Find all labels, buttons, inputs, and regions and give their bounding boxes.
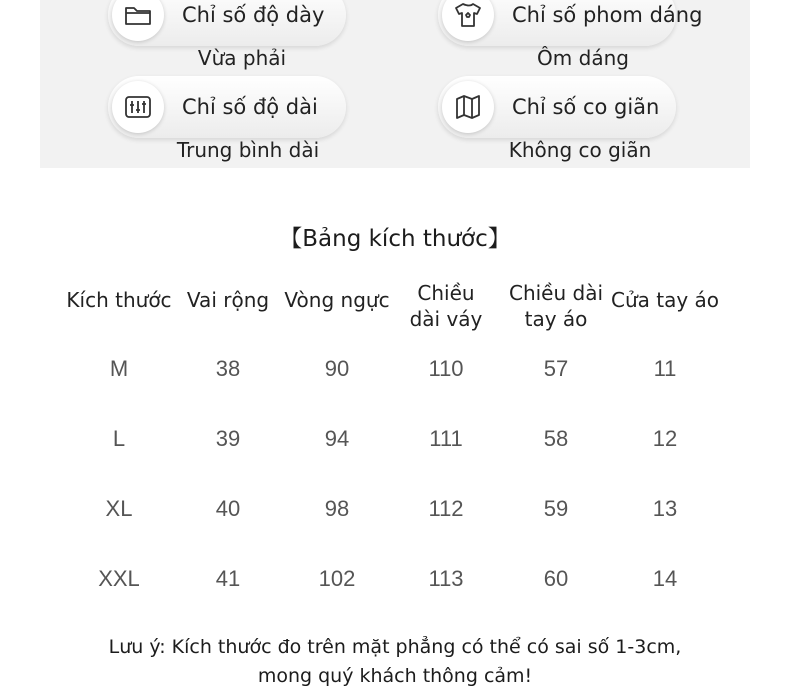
cell-sleeve-length: 59 bbox=[543, 496, 569, 521]
cell-sleeve-length: 58 bbox=[543, 426, 569, 451]
cell-shoulder: 40 bbox=[215, 496, 241, 521]
thickness-index-value: Vừa phải bbox=[197, 46, 287, 70]
fit-index-value: Ôm dáng bbox=[537, 46, 629, 70]
stretch-index-value: Không co giãn bbox=[508, 138, 652, 162]
fit-index-label: Chỉ số phom dáng bbox=[512, 3, 703, 27]
cell-cuff: 12 bbox=[652, 426, 678, 451]
cell-dress-length: 111 bbox=[429, 426, 463, 451]
cell-sleeve-length: 60 bbox=[543, 566, 569, 591]
header-dress-length-line1: Chiều bbox=[417, 281, 475, 305]
header-size: Kích thước bbox=[66, 288, 172, 312]
fit-index-pill bbox=[438, 0, 703, 46]
cell-size: XXL bbox=[98, 566, 140, 591]
measurement-note-line1: Lưu ý: Kích thước đo trên mặt phẳng có thể có sai số 1-3cm, bbox=[108, 636, 682, 658]
cell-dress-length: 112 bbox=[428, 496, 464, 521]
length-index-label: Chỉ số độ dài bbox=[182, 95, 318, 119]
header-dress-length-line2: dài váy bbox=[409, 307, 483, 331]
stretch-index-label: Chỉ số co giãn bbox=[512, 95, 660, 119]
header-sleeve-length-line2: tay áo bbox=[524, 307, 588, 331]
cell-cuff: 13 bbox=[652, 496, 678, 521]
measurement-note-line2: mong quý khách thông cảm! bbox=[257, 665, 533, 687]
header-sleeve-length-line1: Chiều dài bbox=[508, 281, 604, 305]
cell-chest: 94 bbox=[324, 426, 350, 451]
measurement-note bbox=[0, 633, 790, 691]
thickness-index-label: Chỉ số độ dày bbox=[182, 3, 325, 27]
cell-cuff: 14 bbox=[652, 566, 678, 591]
cell-shoulder: 38 bbox=[215, 356, 241, 381]
cell-shoulder: 41 bbox=[215, 566, 241, 591]
thickness-index-pill bbox=[108, 0, 346, 46]
sliders-icon bbox=[112, 81, 164, 133]
cell-chest: 98 bbox=[324, 496, 350, 521]
cell-dress-length: 110 bbox=[428, 356, 464, 381]
cell-dress-length: 113 bbox=[428, 566, 464, 591]
cell-cuff: 11 bbox=[653, 356, 677, 381]
cell-size: M bbox=[109, 356, 129, 381]
folded-map-icon bbox=[442, 81, 494, 133]
header-shoulder: Vai rộng bbox=[186, 288, 270, 312]
length-index-value: Trung bình dài bbox=[176, 138, 320, 162]
cell-size: L bbox=[112, 426, 126, 451]
stretch-index-pill bbox=[438, 76, 676, 138]
cell-chest: 90 bbox=[324, 356, 350, 381]
header-cuff: Cửa tay áo bbox=[610, 288, 720, 312]
size-table-title: 【Bảng kích thước】 bbox=[279, 226, 511, 252]
length-index-pill bbox=[108, 76, 346, 138]
cell-chest: 102 bbox=[318, 566, 356, 591]
folder-icon bbox=[112, 0, 164, 41]
tshirt-icon bbox=[442, 0, 494, 41]
cell-sleeve-length: 57 bbox=[543, 356, 569, 381]
header-chest: Vòng ngực bbox=[284, 288, 390, 312]
header-dress-length bbox=[410, 280, 483, 332]
cell-size: XL bbox=[105, 496, 133, 521]
cell-shoulder: 39 bbox=[215, 426, 241, 451]
header-sleeve-length bbox=[509, 280, 603, 332]
